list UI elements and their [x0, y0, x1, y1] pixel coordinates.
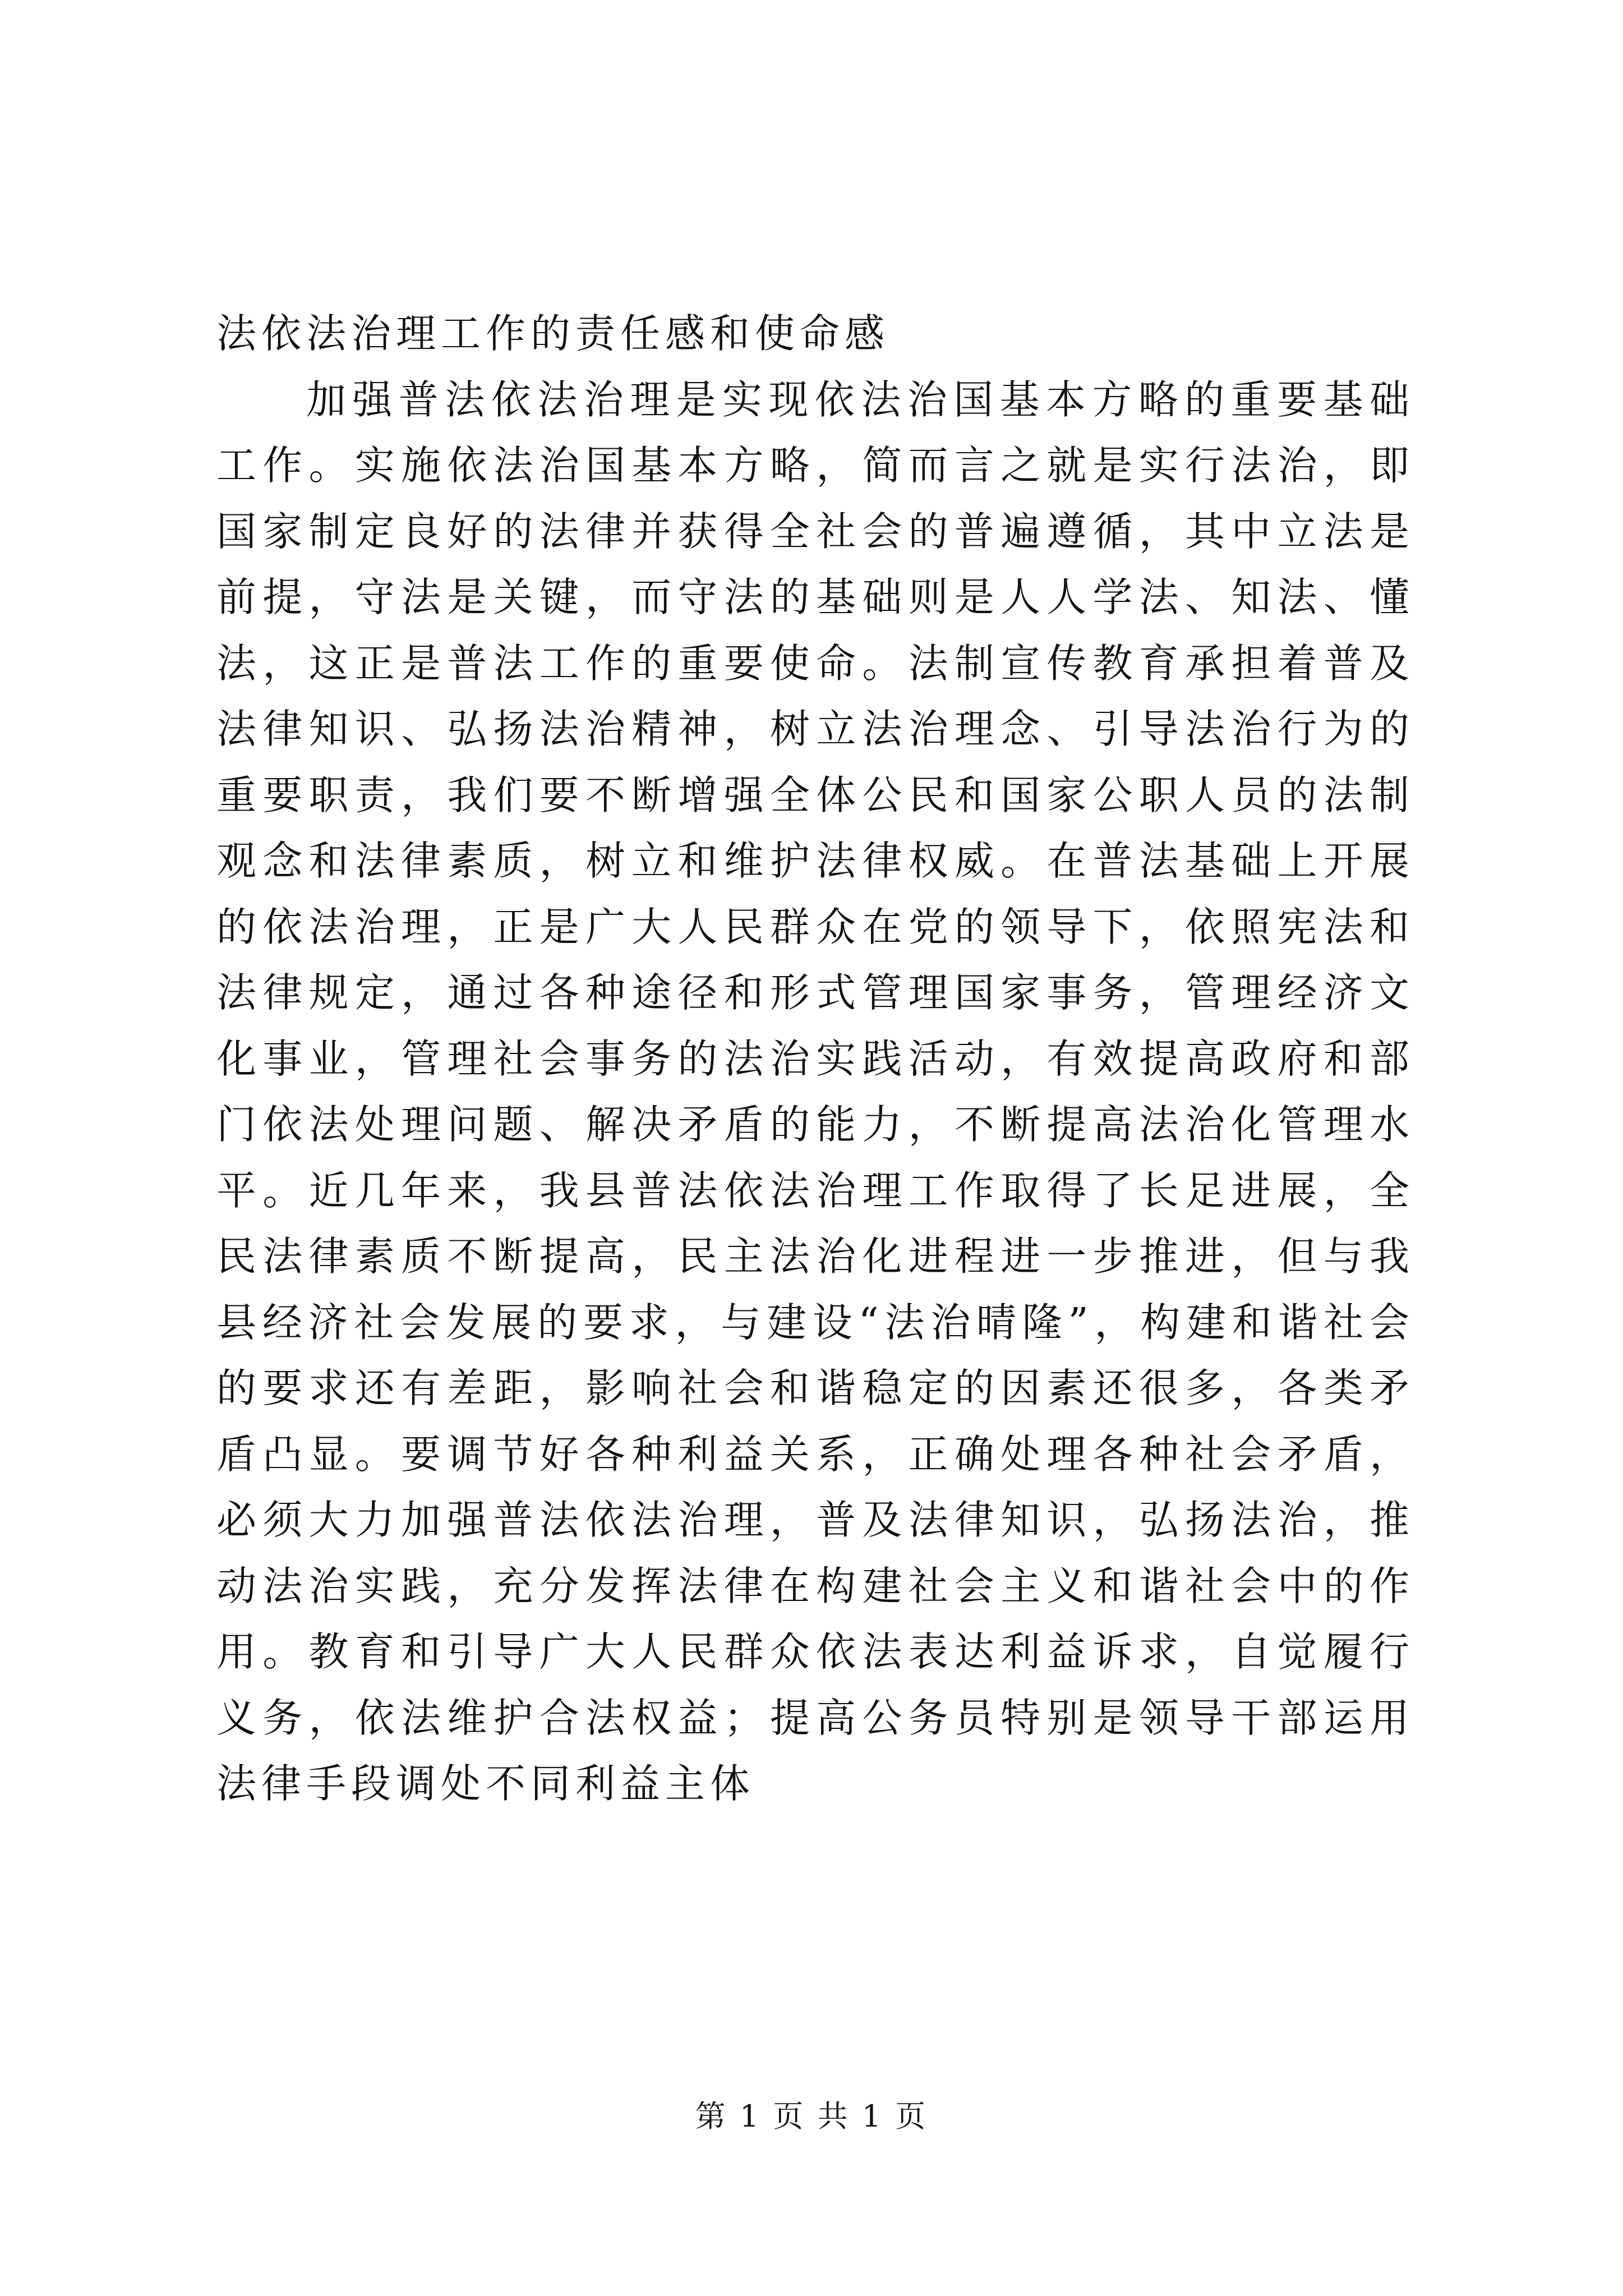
document-body: [216, 301, 1414, 1817]
main-paragraph: 加强普法依法治理是实现依法治国基本方略的重要基础工作。实施依法治国基本方略，简而言之就是实行法治，即国家制定良好的法律并获得全社会的普遍遵循，其中立法是前提，守法是关键，而守法的基础则是人人学法、知法、懂法，这正是普法工作的重要使命。法制宣传教育承担着普及法律知识、弘扬法治精神，树立法治理念、引导法治行为的重要职责，我们要不断增强全体公民和国家公职人员的法制观念和法律素质，树立和维护法律权威。在普法基础上开展的依法治理，正是广大人民群众在党的领导下，依照宪法和法律规定，通过各种途径和形式管理国家事务，管理经济文化事业，管理社会事务的法治实践活动，有效提高政府和部门依法处理问题、解决矛盾的能力，不断提高法治化管理水平。近几年来，我县普法依法治理工作取得了长足进展，全民法律素质不断提高，民主法治化进程进一步推进，但与我县经济社会发展的要求，与建设“法治晴隆”，构建和谐社会的要求还有差距，影响社会和谐稳定的因素还很多，各类矛盾凸显。要调节好各种利益关系，正确处理各种社会矛盾，必须大力加强普法依法治理，普及法律知识，弘扬法治，推动法治实践，充分发挥法律在构建社会主义和谐社会中的作用。教育和引导广大人民群众依法表达利益诉求，自觉履行义务，依法维护合法权益；提高公务员特别是领导干部运用法律手段调处不同利益主体: [216, 376, 1414, 1807]
continued-paragraph: 法依法治理工作的责任感和使命感: [216, 310, 890, 357]
page-footer: 第 1 页 共 1 页: [695, 2099, 928, 2134]
